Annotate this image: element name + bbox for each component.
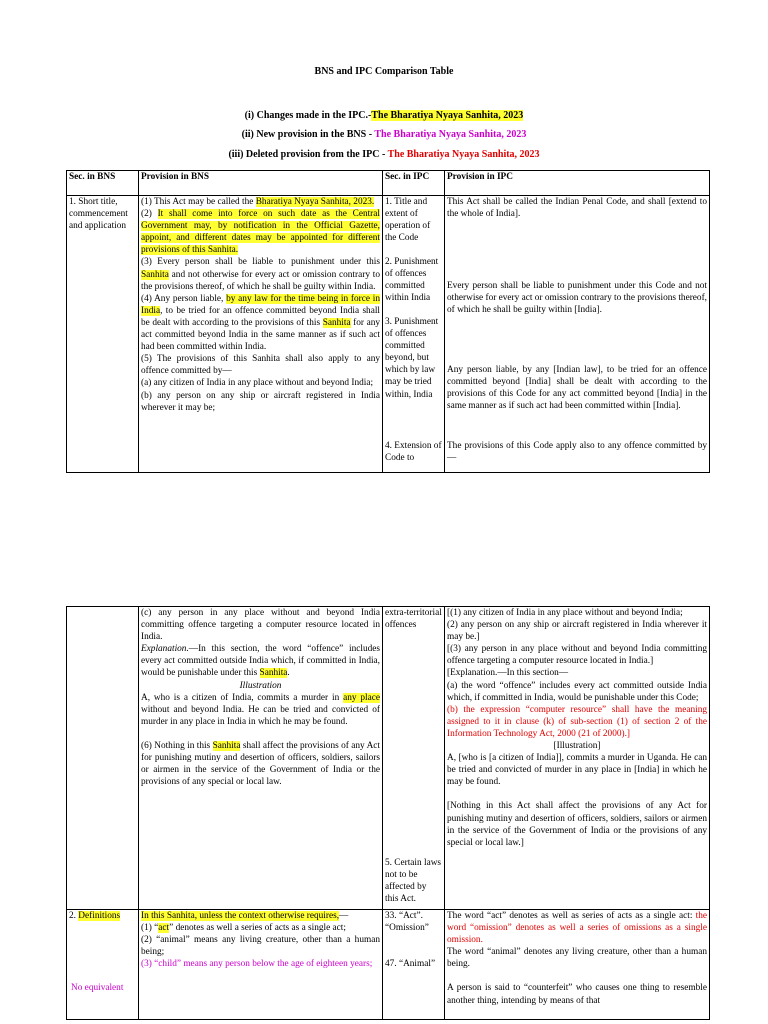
bns-clause-5c: (c) any person in any place without and beyond India committing offence targeting a computer resource located in India.: [141, 608, 380, 643]
ipc-def-counterfeit: A person is said to “counterfeit” who causes one thing to resemble another thing, intending by means of that: [447, 983, 707, 1006]
legend-new-prefix: (ii) New provision in the BNS -: [241, 129, 375, 140]
legend-new-colored: The Bharatiya Nyaya Sanhita, 2023: [374, 129, 527, 140]
sec-ipc-2: 2. Punishment of offences committed within India: [385, 257, 439, 304]
provision-bns-1-cont: [139, 607, 383, 910]
sec-bns-2: [67, 910, 139, 1020]
ipc-sec-4-text: The provisions of this Code apply also to any offence committed by—: [447, 441, 707, 464]
bns-clause-6: (6) Nothing in this Sanhita shall affect the provisions of any Act for punishing mutiny and desertion of officers, soldiers, sailors or airmen in the service of the Government of India or the provisions of any special or local law.: [141, 740, 380, 788]
bns-clause-4: (4) Any person liable, by any law for the time being in force in India, to be tried for an offence committed beyond India shall be dealt with according to the provisions of this Sanhita for any act committed beyond India in the same manner as if such act had been committed within India.: [141, 293, 380, 353]
ipc-explanation: [Explanation.—In this section—: [447, 668, 569, 679]
document-title: BNS and IPC Comparison Table: [314, 66, 454, 77]
sec-ipc-33-47: [383, 910, 445, 1020]
provision-ipc-4-5: [445, 607, 710, 910]
provision-ipc-1-4: [445, 196, 710, 473]
bns-clause-5a: (a) any citizen of India in any place without and beyond India;: [141, 378, 374, 389]
legend-deleted: [0, 149, 768, 160]
sec-ipc-4-cont: extra-territorial offences: [385, 608, 442, 631]
sec-ipc-5: 5. Certain laws not to be affected by this Act.: [385, 858, 442, 905]
provision-ipc-33-47: [445, 910, 710, 1020]
no-equivalent-label: No equivalent: [71, 983, 124, 993]
sec-ipc-4-5: [383, 607, 445, 910]
sec-ipc-1: 1. Title and extent of operation of the Code: [385, 197, 431, 244]
bns-def-intro: In this Sanhita, unless the context otherwise requires,––: [141, 911, 349, 921]
bns-def-animal: (2) “animal” means any living creature, other than a human being;: [141, 935, 380, 958]
legend-changes-prefix: (i) Changes made in the IPC.-: [244, 110, 372, 121]
ipc-def-act: The word “act” denotes as well as series of acts as a single act: the word “omission” denotes as well a series of omissions as a single omission.: [447, 911, 707, 946]
legend-changes: [0, 110, 768, 121]
bns-explanation: Explanation.—In this section, the word “offence” includes every act committed outside India which, if committed in India, would be punishable under this Sanhita.: [141, 644, 380, 679]
header-sec-ipc: Sec. in IPC: [383, 171, 445, 196]
bns-illustration-heading: Illustration: [239, 680, 282, 691]
ipc-sec-3-text: Any person liable, by any [Indian law], to be tried for an offence committed beyond [India] shall be dealt with according to the provisions of this Code for any act committed beyond [India] in the same manner as if such act had been committed within [India].: [447, 365, 707, 412]
sec-ipc-33: 33. “Act”. “Omission”: [385, 911, 429, 934]
bns-illustration: A, who is a citizen of India, commits a murder in any place without and beyond India. He can be tried and convicted of murder in any place in India in which he may be found.: [141, 692, 380, 727]
sec-ipc-1-4: [383, 196, 445, 473]
sec-ipc-4: 4. Extension of Code to: [385, 441, 442, 464]
header-provision-ipc: Provision in IPC: [445, 171, 710, 196]
legend-changes-highlight: The Bharatiya Nyaya Sanhita, 2023: [371, 110, 524, 121]
ipc-clause-1: [(1) any citizen of India in any place without and beyond India;: [447, 608, 683, 618]
provision-bns-2: [139, 910, 383, 1020]
ipc-clause-2: (2) any person on any ship or aircraft registered in India wherever it may be.]: [447, 620, 707, 643]
bns-def-child-new: (3) “child” means any person below the age of eighteen years;: [141, 959, 373, 970]
bns-def-act: (1) “act” denotes as well a series of acts as a single act;: [141, 923, 346, 934]
comparison-table-page-1: [66, 170, 710, 473]
sec-ipc-47: 47. “Animal”: [385, 959, 436, 969]
ipc-explanation-b-deleted: (b) the expression “computer resource” shall have the meaning assigned to it in clause (k) of sub-section (1) of section 2 of the Information Technology Act, 2000 (21 of 2000).]: [447, 704, 707, 739]
provision-bns-1: [139, 196, 383, 473]
ipc-sec-2-text: Every person shall be liable to punishment under this Code and not otherwise for every act or omission contrary to the provisions thereof, of which he shall be guilty within [India].: [447, 281, 707, 316]
sec-bns-1-cont: [67, 607, 139, 910]
ipc-sec-5-text: [Nothing in this Act shall affect the provisions of any Act for punishing mutiny and desertion of officers, soldiers, sailors or airmen in the service of the Government of India or the provisions of any special or local law.]: [447, 801, 707, 848]
bns-clause-3: (3) Every person shall be liable to punishment under this Sanhita and not otherwise for every act or omission contrary to the provisions thereof, of which he shall be guilty within India.: [141, 257, 380, 292]
bns-clause-1: (1) This Act may be called the Bharatiya Nyaya Sanhita, 2023.: [141, 197, 375, 207]
comparison-table-page-2: [66, 606, 710, 1020]
sec-bns-2-label: 2. Definitions: [69, 911, 121, 921]
ipc-illustration: A, [who is [a citizen of India]], commits a murder in Uganda. He can be tried and convicted of murder in any place in [India] in which he may be found.: [447, 753, 707, 788]
sec-bns-1: 1. Short title, commencement and application: [67, 196, 139, 473]
bns-clause-2: (2) It shall come into force on such date as the Central Government may, by notification in the Official Gazette, appoint, and different dates may be appointed for different provisions of this Sanhita.: [141, 209, 380, 256]
ipc-illustration-heading: [Illustration]: [553, 741, 601, 752]
header-sec-bns: Sec. in BNS: [67, 171, 139, 196]
header-provision-bns: Provision in BNS: [139, 171, 383, 196]
ipc-def-animal: The word “animal” denotes any living creature, other than a human being.: [447, 947, 707, 970]
ipc-sec-1-text: This Act shall be called the Indian Penal Code, and shall [extend to the whole of India].: [447, 197, 707, 220]
sec-ipc-3: 3. Punishment of offences committed beyond, but which by law may be tried within, India: [385, 317, 439, 400]
legend-deleted-prefix: (iii) Deleted provision from the IPC -: [228, 149, 388, 160]
legend-deleted-colored: The Bharatiya Nyaya Sanhita, 2023: [387, 149, 540, 160]
legend-new: [0, 129, 768, 140]
ipc-clause-3: [(3) any person in any place without and beyond India committing offence targeting a computer resource located in India.]: [447, 644, 707, 667]
bns-clause-5: (5) The provisions of this Sanhita shall also apply to any offence committed by—: [141, 354, 380, 377]
ipc-explanation-a: (a) the word “offence” includes every act committed outside India which, if committed in India, would be punishable under this Code;: [447, 680, 707, 703]
bns-clause-5b: (b) any person on any ship or aircraft registered in India wherever it may be;: [141, 390, 380, 413]
